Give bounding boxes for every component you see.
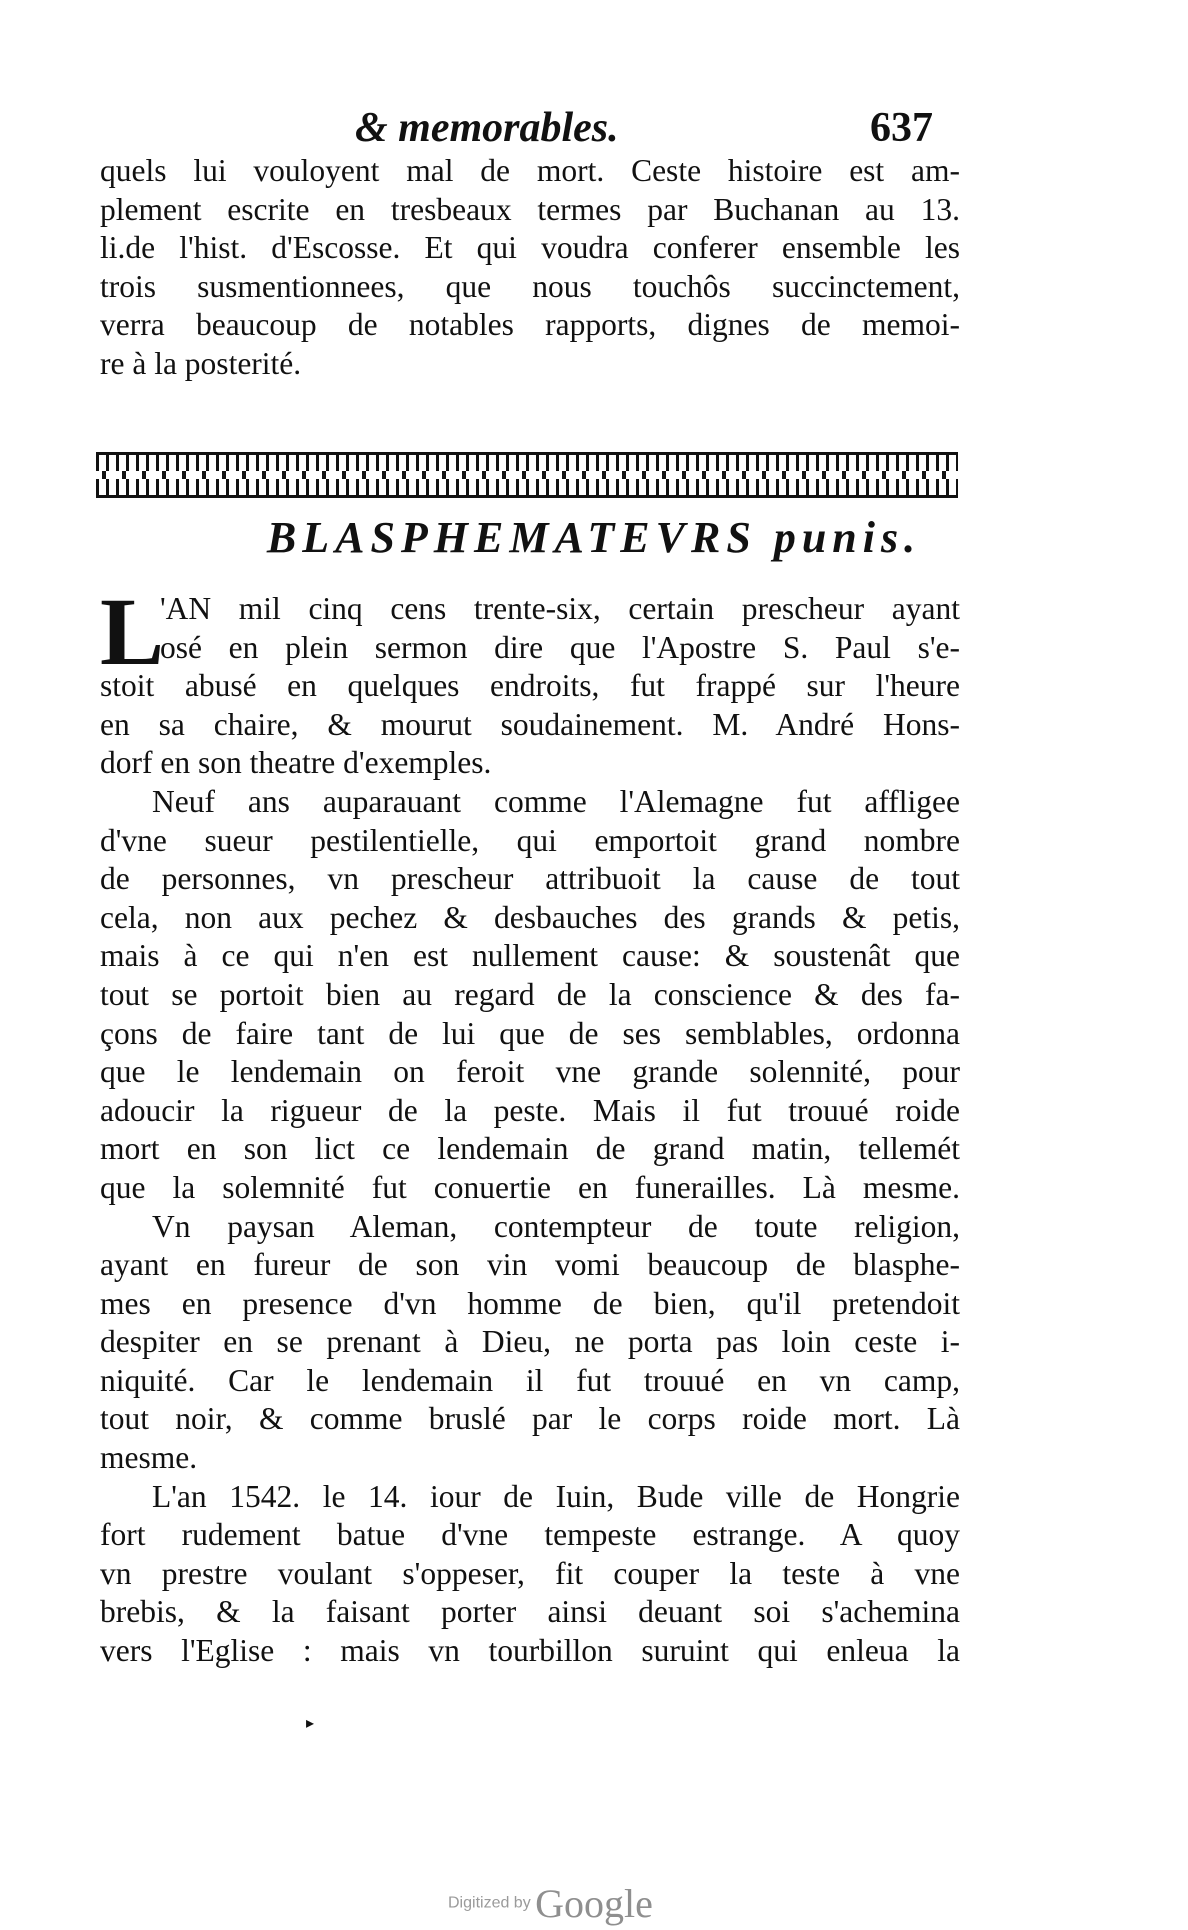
text-line: niquité. Car le lendemain il fut trouué en vn camp,	[100, 1362, 960, 1398]
text-line: re à la posterité.	[100, 345, 302, 381]
text-line: cela, non aux pechez & desbauches des grands & petis,	[100, 899, 960, 935]
text-line: tout noir, & comme bruslé par le corps roide mort. Là	[100, 1401, 960, 1437]
drop-cap: L	[100, 578, 165, 685]
text-line: en sa chaire, & mourut soudainement. M. André Hons-	[100, 706, 960, 742]
google-logo: Google	[535, 1881, 653, 1926]
text-line: de personnes, vn prescheur attribuoit la cause de tout	[100, 861, 960, 897]
text-line: mais à ce qui n'en est nullement cause: & soustenât que	[100, 938, 960, 974]
section-title: BLASPHEMATEVRS punis.	[266, 513, 922, 562]
ornamental-divider	[96, 452, 958, 498]
bullet-mark: ▸	[306, 1715, 315, 1732]
text-line: fort rudement batue d'vne tempeste estrange. A quoy	[100, 1517, 960, 1553]
text-line: d'vne sueur pestilentielle, qui emportoit grand nombre	[100, 822, 960, 858]
text-line: plement escrite en tresbeaux termes par Buchanan au 13.	[100, 191, 960, 227]
text-line: ayant en fureur de son vin vomi beaucoup de blasphe-	[100, 1247, 960, 1283]
text-line: dorf en son theatre d'exemples.	[100, 745, 492, 781]
digitization-footer	[448, 1880, 748, 1928]
text-line: trois susmentionnees, que nous touchôs succinctement,	[100, 268, 960, 304]
text-line: vn prestre voulant s'oppeser, fit couper la teste à vne	[100, 1555, 960, 1591]
text-line: mort en son lict ce lendemain de grand matin, tellemét	[100, 1131, 960, 1167]
text-line: Vn paysan Aleman, contempteur de toute religion,	[152, 1208, 960, 1244]
text-line: vers l'Eglise : mais vn tourbillon suruint qui enleua la	[100, 1633, 960, 1669]
page-number: 637	[870, 105, 933, 151]
text-line: stoit abusé en quelques endroits, fut frappé sur l'heure	[100, 668, 960, 704]
text-line: mesme.	[100, 1440, 198, 1476]
top-paragraph	[100, 152, 960, 384]
text-line: adoucir la rigueur de la peste. Mais il fut trouué roide	[100, 1092, 960, 1128]
text-line: mes en presence d'vn homme de bien, qu'il pretendoit	[100, 1285, 960, 1321]
body-text	[100, 578, 960, 1671]
text-line: verra beaucoup de notables rapports, dignes de memoi-	[100, 307, 960, 343]
text-line: que le lendemain on feroit vne grande solennité, pour	[100, 1054, 960, 1090]
digitized-label: Digitized by	[448, 1894, 531, 1912]
text-line: osé en plein sermon dire que l'Apostre S. Paul s'e-	[160, 629, 960, 665]
page-header	[0, 104, 1188, 154]
text-line: tout se portoit bien au regard de la conscience & des fa-	[100, 976, 960, 1012]
text-line: Neuf ans auparauant comme l'Alemagne fut affligee	[152, 783, 960, 819]
text-line: brebis, & la faisant porter ainsi deuant soi s'achemina	[100, 1594, 960, 1630]
text-line: despiter en se prenant à Dieu, ne porta pas loin ceste i-	[100, 1324, 960, 1360]
text-line: L'an 1542. le 14. iour de Iuin, Bude ville de Hongrie	[152, 1478, 960, 1514]
running-head: & memorables.	[355, 105, 619, 151]
text-line: çons de faire tant de lui que de ses semblables, ordonna	[100, 1015, 960, 1051]
text-line: li.de l'hist. d'Escosse. Et qui voudra conferer ensemble les	[100, 230, 960, 266]
text-line: quels lui vouloyent mal de mort. Ceste histoire est am-	[100, 153, 960, 188]
text-line: 'AN mil cinq cens trente-six, certain prescheur ayant	[160, 591, 960, 626]
text-line: que la solemnité fut conuertie en funerailles. Là mesme.	[100, 1169, 960, 1205]
